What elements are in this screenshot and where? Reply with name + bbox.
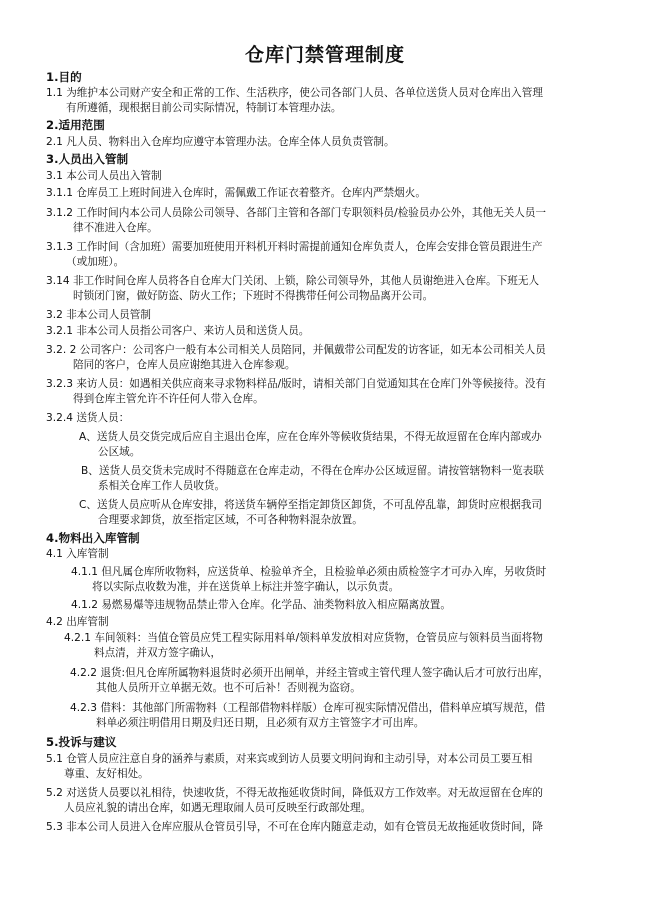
paragraph-line: 3.14 非工作时间仓库人员将各自仓库大门关闭、上锁，除公司领导外，其他人员谢绝进入仓库。下班无人 [46,275,540,287]
paragraph-line: 其他人员所开立单据无效。也不可后补！否则视为盗窃。 [96,682,361,694]
paragraph-line: 2.1 凡人员、物料出入仓库均应遵守本管理办法。仓库全体人员负责管制。 [46,136,395,148]
section-heading-personnel: 3.人员出入管制 [46,152,129,166]
paragraph-line: 得到仓库主管允许不许任何人带入仓库。 [73,393,264,405]
paragraph-line: 4.2.3 借料：其他部门所需物料（工程部借物料样版）仓库可视实际情况借出，借料单应填写规范，借 [70,702,546,714]
paragraph-line: 5.2 对送货人员要以礼相待，快速收货，不得无故拖延收货时间，降低双方工作效率。对无故逗留在仓库的 [46,787,543,799]
paragraph-line: 料点清，并双方签字确认， [94,647,222,659]
paragraph-line: 时锁闭门窗，做好防盗、防火工作；下班时不得携带任何公司物品离开公司。 [73,290,434,302]
paragraph-line: 5.3 非本公司人员进入仓库应服从仓管员引导，不可在仓库内随意走动，如有仓管员无故拖延收货时间，降 [46,821,543,833]
section-heading-scope: 2.适用范围 [46,118,105,132]
paragraph-line: 料单必须注明借用日期及归还日期，且必须有双方主管签字才可出库。 [96,717,425,729]
list-item-a-cont: 公区域。 [98,446,141,458]
list-item-c-cont: 合理要求卸货，放至指定区域，不可各种物料混杂放置。 [98,514,363,526]
paragraph-line: 律不准进入仓库。 [73,222,158,234]
list-item-b: B、送货人员交货未完成时不得随意在仓库走动，不得在仓库办公区域逗留。请按管辖物料一览表联 [81,465,544,477]
section-heading-feedback: 5.投诉与建议 [46,735,117,749]
paragraph-line: 3.1.2 工作时间内本公司人员除公司领导、各部门主管和各部门专职领料员/检验员办公外，其他无关人员一 [46,207,547,219]
paragraph-line: 3.2.4 送货人员： [46,412,130,424]
paragraph-line: 4.2.1 车间领料：当值仓管员应凭工程实际用料单/领料单发放相对应货物，仓管员应与领料员当面将物 [64,632,543,644]
paragraph-line: 3.2. 2 公司客户：公司客户一般有本公司相关人员陪同，并佩戴带公司配发的访客证，如无本公司相关人员 [46,344,546,356]
paragraph-line: 4.2.2 退货:但凡仓库所属物料退货时必须开出闸单，并经主管或主管代理人签字确认后才可放行出库， [70,667,549,679]
section-heading-materials: 4.物料出入库管制 [46,531,140,545]
section-heading-purpose: 1.目的 [46,70,82,84]
paragraph-line: 3.2 非本公司人员管制 [46,309,151,321]
paragraph-line: 3.1.3 工作时间（含加班）需要加班使用开料机开料时需提前通知仓库负责人，仓库会安排仓管员跟进生产 [46,241,543,253]
list-item-a: A、送货人员交货完成后应自主退出仓库，应在仓库外等候收货结果，不得无故逗留在仓库内部或办 [79,431,542,443]
paragraph-line: 3.1 本公司人员出入管制 [46,170,162,182]
paragraph-line: 3.2.3 来访人员：如遇相关供应商来寻求物料样品/版时，请相关部门自觉通知其在仓库门外等候接待。没有 [46,378,547,390]
document-title: 仓库门禁管理制度 [244,44,405,66]
paragraph-line: 人员应礼貌的请出仓库，如遇无理取闹人员可反映至行政部处理。 [64,802,372,814]
paragraph-line: 将以实际点收数为准，并在送货单上标注并签字确认，以示负责。 [92,581,400,593]
paragraph-line: （或加班）。 [66,256,125,268]
paragraph-line: 陪同的客户，仓库人员应谢绝其进入仓库参观。 [73,359,296,371]
paragraph-line: 4.2 出库管制 [46,616,109,628]
paragraph-line: 4.1 入库管制 [46,548,109,560]
paragraph-line: 尊重、友好相处。 [64,768,149,780]
list-item-c: C、送货人员应听从仓库安排，将送货车辆停至指定卸货区卸货，不可乱停乱靠，卸货时应根据我司 [79,499,542,511]
paragraph-line: 3.2.1 非本公司人员指公司客户、来访人员和送货人员。 [46,325,310,337]
paragraph-line: 4.1.1 但凡属仓库所收物料，应送货单、检验单齐全，且检验单必须由质检签字才可办入库，另收货时 [71,566,547,578]
paragraph-line: 5.1 仓管人员应注意自身的涵养与素质，对来宾或到访人员要文明问询和主动引导，对本公司员工要互相 [46,753,533,765]
paragraph-line: 4.1.2 易燃易爆等违规物品禁止带入仓库。化学品、油类物料放入相应隔离放置。 [71,599,451,611]
paragraph-line: 1.1 为维护本公司财产安全和正常的工作、生活秩序，使公司各部门人员、各单位送货人员对仓库出入管理 [46,87,543,99]
paragraph-line: 有所遵循，现根据目前公司实际情况，特制订本管理办法。 [66,102,342,114]
list-item-b-cont: 系相关仓库工作人员收货。 [98,480,226,492]
paragraph-line: 3.1.1 仓库员工上班时间进入仓库时，需佩戴工作证衣着整齐。仓库内严禁烟火。 [46,187,426,199]
